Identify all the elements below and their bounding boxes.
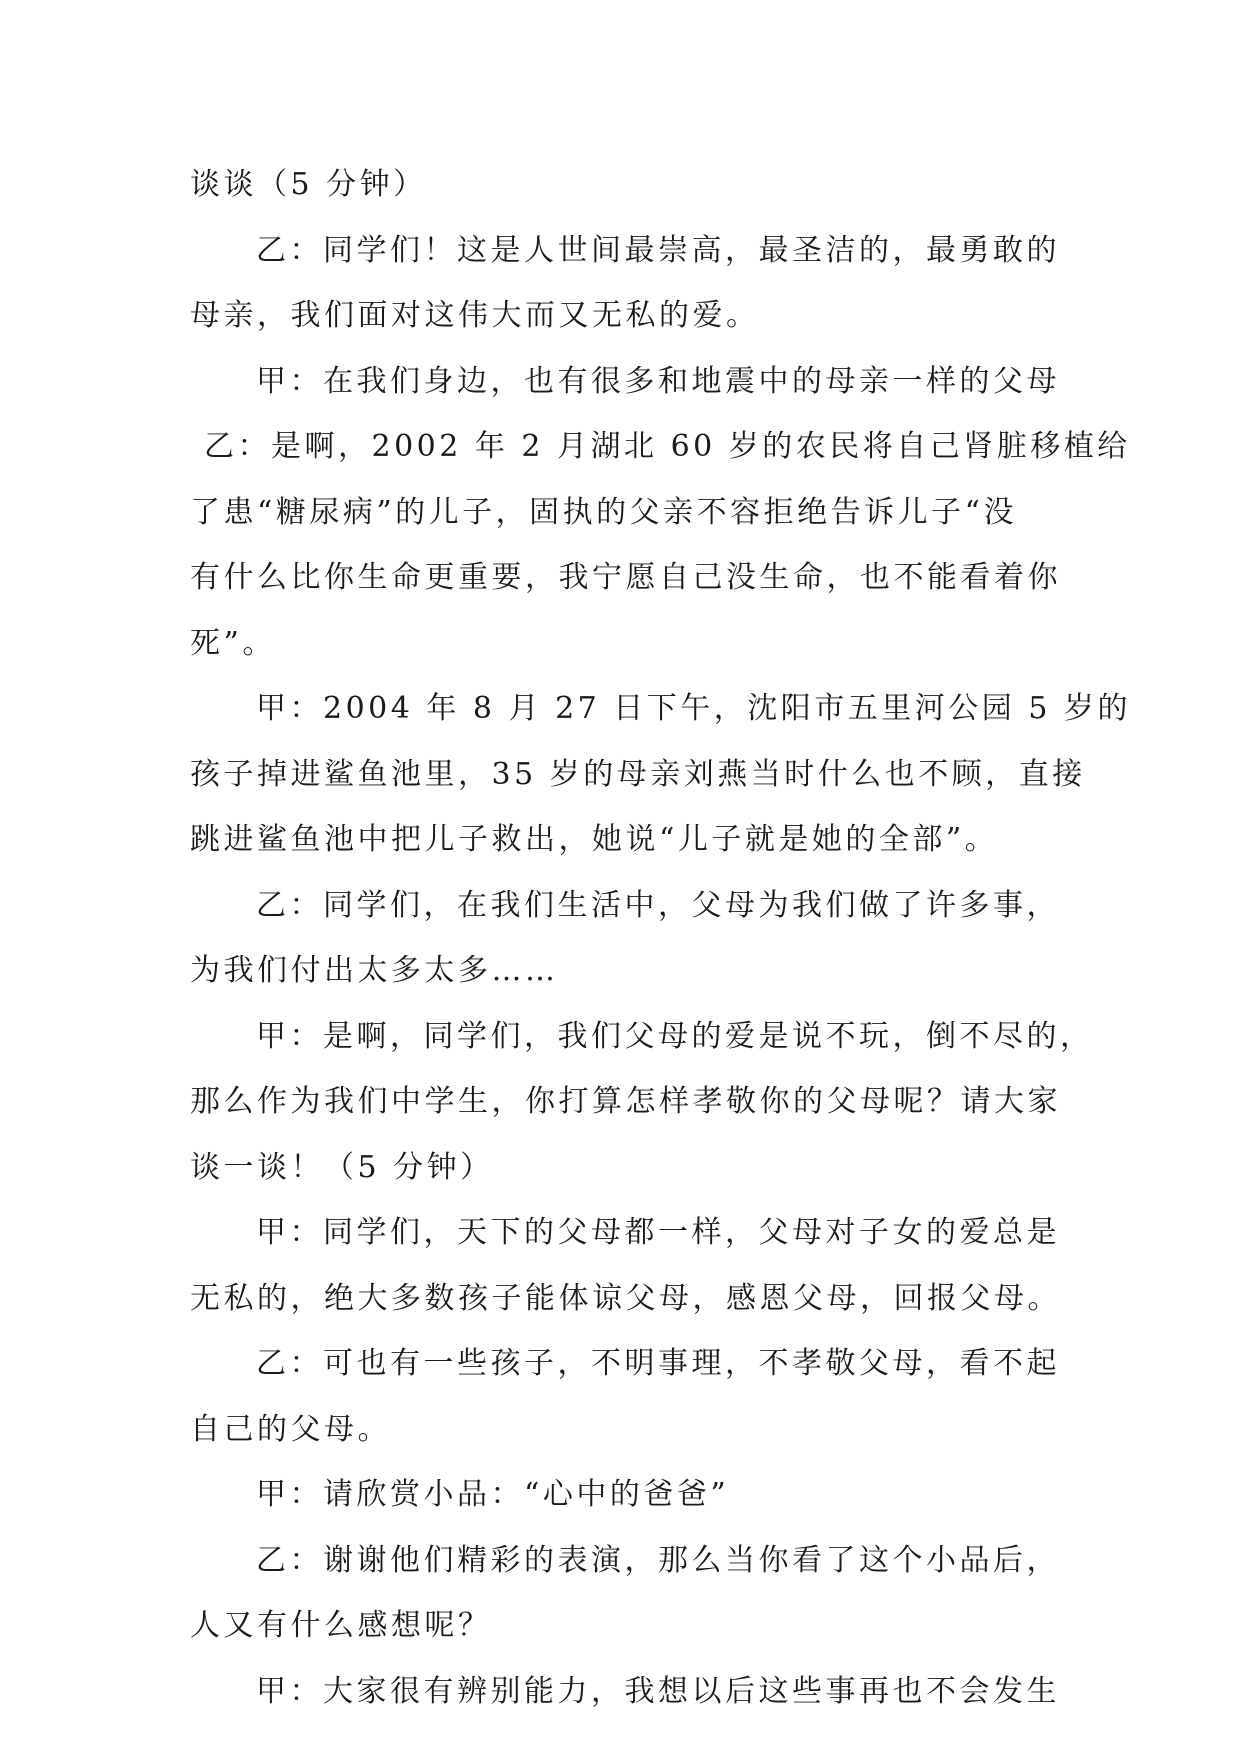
text-line: 乙：是啊，2002 年 2 月湖北 60 岁的农民将自己肾脏移植给: [204, 429, 1131, 464]
text-line: 跳进鲨鱼池中把儿子救出，她说“儿子就是她的全部”。: [190, 822, 999, 857]
text-line: 谈谈（5 分钟）: [190, 167, 427, 202]
text-line: 甲：请欣赏小品：“心中的爸爸”: [256, 1477, 730, 1512]
text-line: 母亲，我们面对这伟大而又无私的爱。: [190, 298, 760, 333]
document-body: [190, 152, 1131, 1724]
text-line: 人又有什么感想呢？: [190, 1608, 492, 1643]
text-line: 那么作为我们中学生，你打算怎样孝敬你的父母呢？请大家: [190, 1084, 1061, 1119]
text-line: 孩子掉进鲨鱼池里，35 岁的母亲刘燕当时什么也不顾，直接: [190, 756, 1086, 792]
text-line: 甲：在我们身边，也有很多和地震中的母亲一样的父母: [256, 363, 1060, 399]
text-line: 甲：同学们，天下的父母都一样，父母对子女的爱总是: [256, 1215, 1060, 1250]
text-line: 为我们付出太多太多……: [190, 953, 559, 988]
text-line: 乙：可也有一些孩子，不明事理，不孝敬父母，看不起: [256, 1346, 1060, 1381]
text-line: 乙：谢谢他们精彩的表演，那么当你看了这个小品后，: [256, 1542, 1060, 1578]
text-line: 甲：大家很有辨别能力，我想以后这些事再也不会发生: [256, 1673, 1060, 1709]
text-line: 谈一谈！（5 分钟）: [190, 1149, 494, 1185]
text-line: 甲：是啊，同学们，我们父母的爱是说不玩，倒不尽的，: [256, 1018, 1094, 1054]
text-line: 自己的父母。: [190, 1411, 391, 1447]
text-line: 乙：同学们，在我们生活中，父母为我们做了许多事，: [256, 887, 1060, 923]
text-line: 有什么比你生命更重要，我宁愿自己没生命，也不能看着你: [190, 560, 1061, 595]
text-line: 甲：2004 年 8 月 27 日下午，沈阳市五里河公园 5 岁的: [256, 691, 1131, 726]
text-line: 死”。: [190, 625, 276, 661]
text-line: 无私的，绝大多数孩子能体谅父母，感恩父母，回报父母。: [190, 1280, 1061, 1316]
text-line: 乙：同学们！这是人世间最崇高，最圣洁的，最勇敢的: [256, 232, 1060, 268]
text-line: 了患“糖尿病”的儿子，固执的父亲不容拒绝告诉儿子“没: [190, 494, 1018, 530]
